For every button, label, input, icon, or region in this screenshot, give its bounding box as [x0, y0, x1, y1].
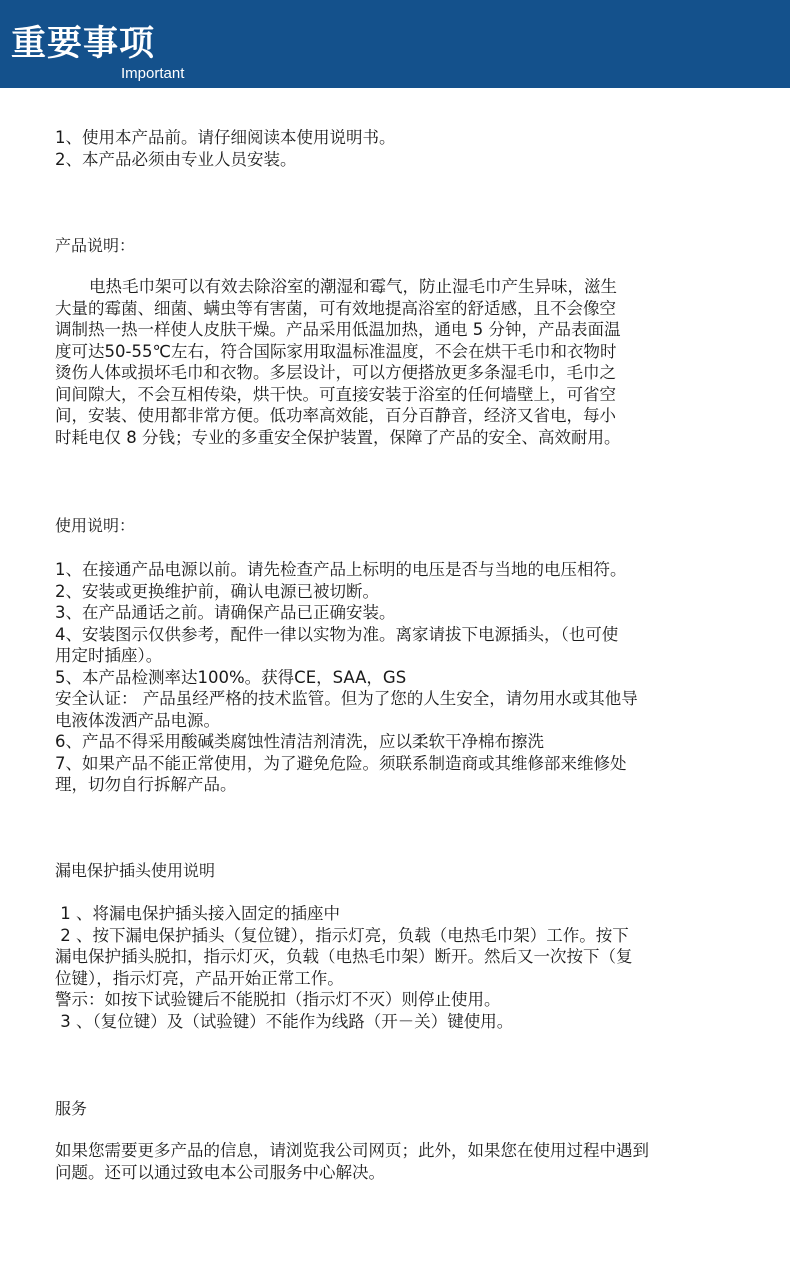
- usage-line: 1、在接通产品电源以前。请先检查产品上标明的电压是否与当地的电压相符。: [55, 560, 627, 579]
- service-line: 如果您需要更多产品的信息，请浏览我公司网页；此外，如果您在使用过程中遇到: [55, 1141, 649, 1160]
- page-title: 重要事项: [11, 24, 156, 64]
- usage-line: 5、本产品检测率达100%。获得CE，SAA，GS: [55, 667, 407, 687]
- product-line: 间，安装、使用都非常方便。低功率高效能，百分百静音，经济又省电，每小: [55, 406, 616, 425]
- usage-line: 电液体泼洒产品电源。: [55, 710, 220, 730]
- service-heading: 服务: [55, 1099, 88, 1118]
- intro-line: 1、使用本产品前。请仔细阅读本使用说明书。: [55, 128, 396, 147]
- service-section: [55, 1140, 775, 1183]
- usage-section: [55, 559, 775, 796]
- usage-line: 7、如果产品不能正常使用，为了避免危险。须联系制造商或其维修部来维修处: [55, 753, 627, 773]
- service-line: 问题。还可以通过致电本公司服务中心解决。: [55, 1162, 385, 1182]
- product-line: 时耗电仅 8 分钱；专业的多重安全保护装置，保障了产品的安全、高效耐用。: [55, 427, 621, 447]
- leakage-section: [55, 903, 775, 1032]
- header-banner: [0, 0, 790, 88]
- leakage-line: 1 、将漏电保护插头接入固定的插座中: [55, 904, 340, 923]
- usage-line: 3、在产品通话之前。请确保产品已正确安装。: [55, 603, 396, 622]
- leakage-line: 2 、按下漏电保护插头（复位键），指示灯亮，负载（电热毛巾架）工作。按下: [55, 925, 629, 945]
- leakage-line: 漏电保护插头脱扣，指示灯灭，负载（电热毛巾架）断开。然后又一次按下（复: [55, 947, 633, 966]
- product-line: 大量的霉菌、细菌、螨虫等有害菌，可有效地提高浴室的舒适感，且不会像空: [55, 298, 616, 318]
- product-section: [55, 276, 775, 448]
- intro-line: 2、本产品必须由专业人员安装。: [55, 149, 297, 169]
- usage-line: 用定时插座）。: [55, 646, 163, 665]
- product-heading: 产品说明：: [55, 236, 136, 255]
- usage-line: 2、安装或更换维护前，确认电源已被切断。: [55, 581, 379, 601]
- leakage-line: 3 、（复位键）及（试验键）不能作为线路（开－关）键使用。: [55, 1011, 514, 1031]
- product-line: 调制热一热一样使人皮肤干燥。产品采用低温加热，通电 5 分钟，产品表面温: [55, 320, 621, 339]
- leakage-heading: 漏电保护插头使用说明: [55, 861, 216, 880]
- leakage-line: 警示：如按下试验键后不能脱扣（指示灯不灭）则停止使用。: [55, 990, 501, 1009]
- leakage-line: 位键），指示灯亮，产品开始正常工作。: [55, 968, 344, 988]
- intro-section: [55, 127, 775, 170]
- usage-line: 安全认证： 产品虽经严格的技术监管。但为了您的人生安全，请勿用水或其他导: [55, 689, 638, 708]
- product-line: 间间隙大，不会互相传染，烘干快。可直接安装于浴室的任何墙壁上，可省空: [55, 384, 616, 404]
- page-subtitle: Important: [121, 65, 185, 82]
- usage-line: 4、安装图示仅供参考，配件一律以实物为准。离家请拔下电源插头，（也可使: [55, 624, 619, 644]
- usage-line: 理，切勿自行拆解产品。: [55, 775, 237, 794]
- usage-line: 6、产品不得采用酸碱类腐蚀性清洁剂清洗，应以柔软干净棉布擦洗: [55, 732, 544, 751]
- product-line: 度可达50-55℃左右，符合国际家用取温标准温度，不会在烘干毛巾和衣物时: [55, 341, 617, 361]
- usage-heading: 使用说明：: [55, 516, 136, 535]
- product-line: 电热毛巾架可以有效去除浴室的潮湿和霉气，防止湿毛巾产生异味，滋生: [89, 277, 617, 296]
- product-line: 烫伤人体或损坏毛巾和衣物。多层设计，可以方便搭放更多条湿毛巾，毛巾之: [55, 363, 616, 382]
